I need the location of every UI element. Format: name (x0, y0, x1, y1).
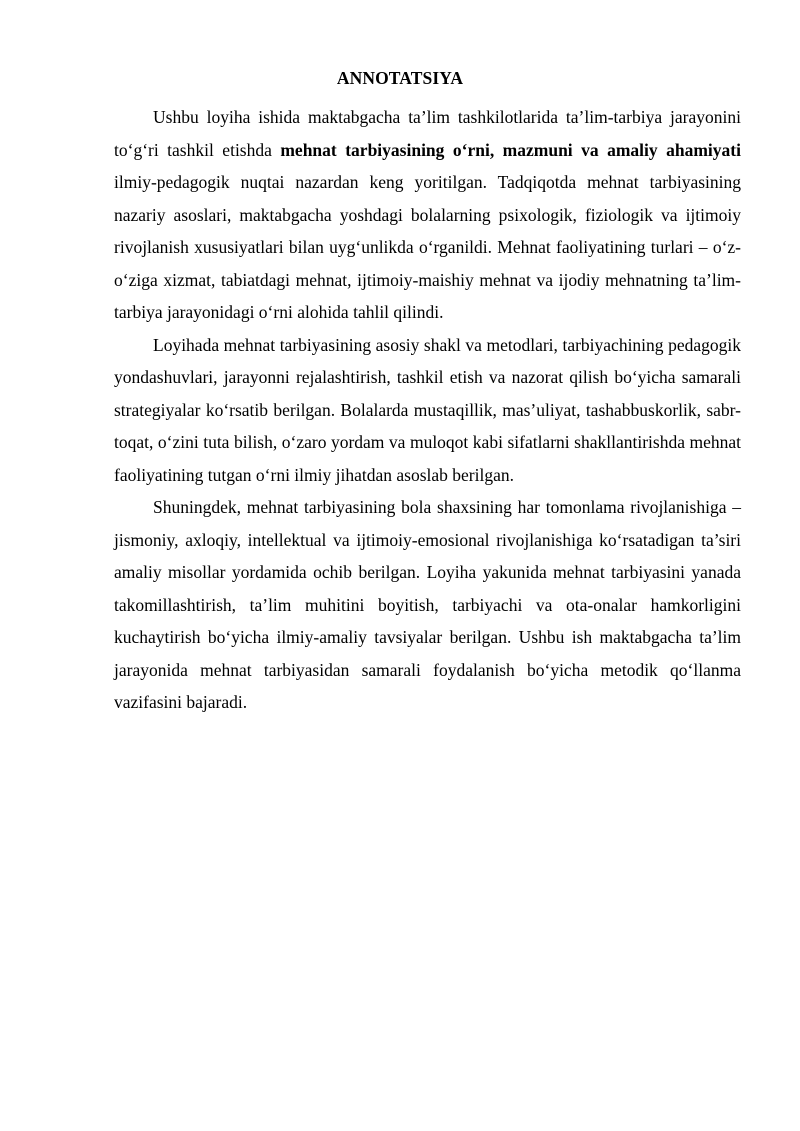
annotation-body (114, 101, 741, 719)
paragraph-1-rest-text: ilmiy-pedagogik nuqtai nazardan keng yoritilgan. Tadqiqotda mehnat tarbiyasining nazariy asoslari, maktabgacha yoshdagi bolalarning psixologik, fiziologik va ijtimoiy rivojlanish xususiyatlari bilan uyg‘unlikda o‘rganildi. Mehnat faoliyatining turlari – o‘z-o‘ziga xizmat, tabiatdagi mehnat, ijtimoiy-maishiy mehnat va ijodiy mehnatning ta’lim-tarbiya jarayonidagi o‘rni alohida tahlil qilindi. (114, 172, 741, 322)
paragraph-1-intro-text: Ushbu loyiha ishida maktabgacha ta’lim tashkilotlarida ta’lim-tarbiya jarayonini to‘g‘ri tashkil etishda (114, 107, 741, 160)
paragraph-3: Shuningdek, mehnat tarbiyasining bola shaxsining har tomonlama rivojlanishiga – jismoniy, axloqiy, intellektual va ijtimoiy-emosional rivojlanishiga ko‘rsatadigan ta’siri amaliy misollar yordamida ochib berilgan. Loyiha yakunida mehnat tarbiyasini yanada takomillashtirish, ta’lim muhitini boyitish, tarbiyachi va ota-onalar hamkorligini kuchaytirish bo‘yicha ilmiy-amaliy tavsiyalar berilgan. Ushbu ish maktabgacha ta’lim jarayonida mehnat tarbiyasidan samarali foydalanish bo‘yicha metodik qo‘llanma vazifasini bajaradi. (114, 497, 741, 712)
paragraph-2: Loyihada mehnat tarbiyasining asosiy shakl va metodlari, tarbiyachining pedagogik yondashuvlari, jarayonni rejalashtirish, tashkil etish va nazorat qilish bo‘yicha samarali strategiyalar ko‘rsatib berilgan. Bolalarda mustaqillik, mas’uliyat, tashabbuskorlik, sabr-toqat, o‘zini tuta bilish, o‘zaro yordam va muloqot kabi sifatlarni shakllantirishda mehnat faoliyatining tutgan o‘rni ilmiy jihatdan asoslab berilgan. (114, 334, 741, 485)
page-title: ANNOTATSIYA (336, 68, 464, 88)
paragraph-1 (114, 101, 741, 329)
paragraph-1-bold-phrase: mehnat tarbiyasining o‘rni, mazmuni va amaliy ahamiyati (280, 139, 741, 160)
